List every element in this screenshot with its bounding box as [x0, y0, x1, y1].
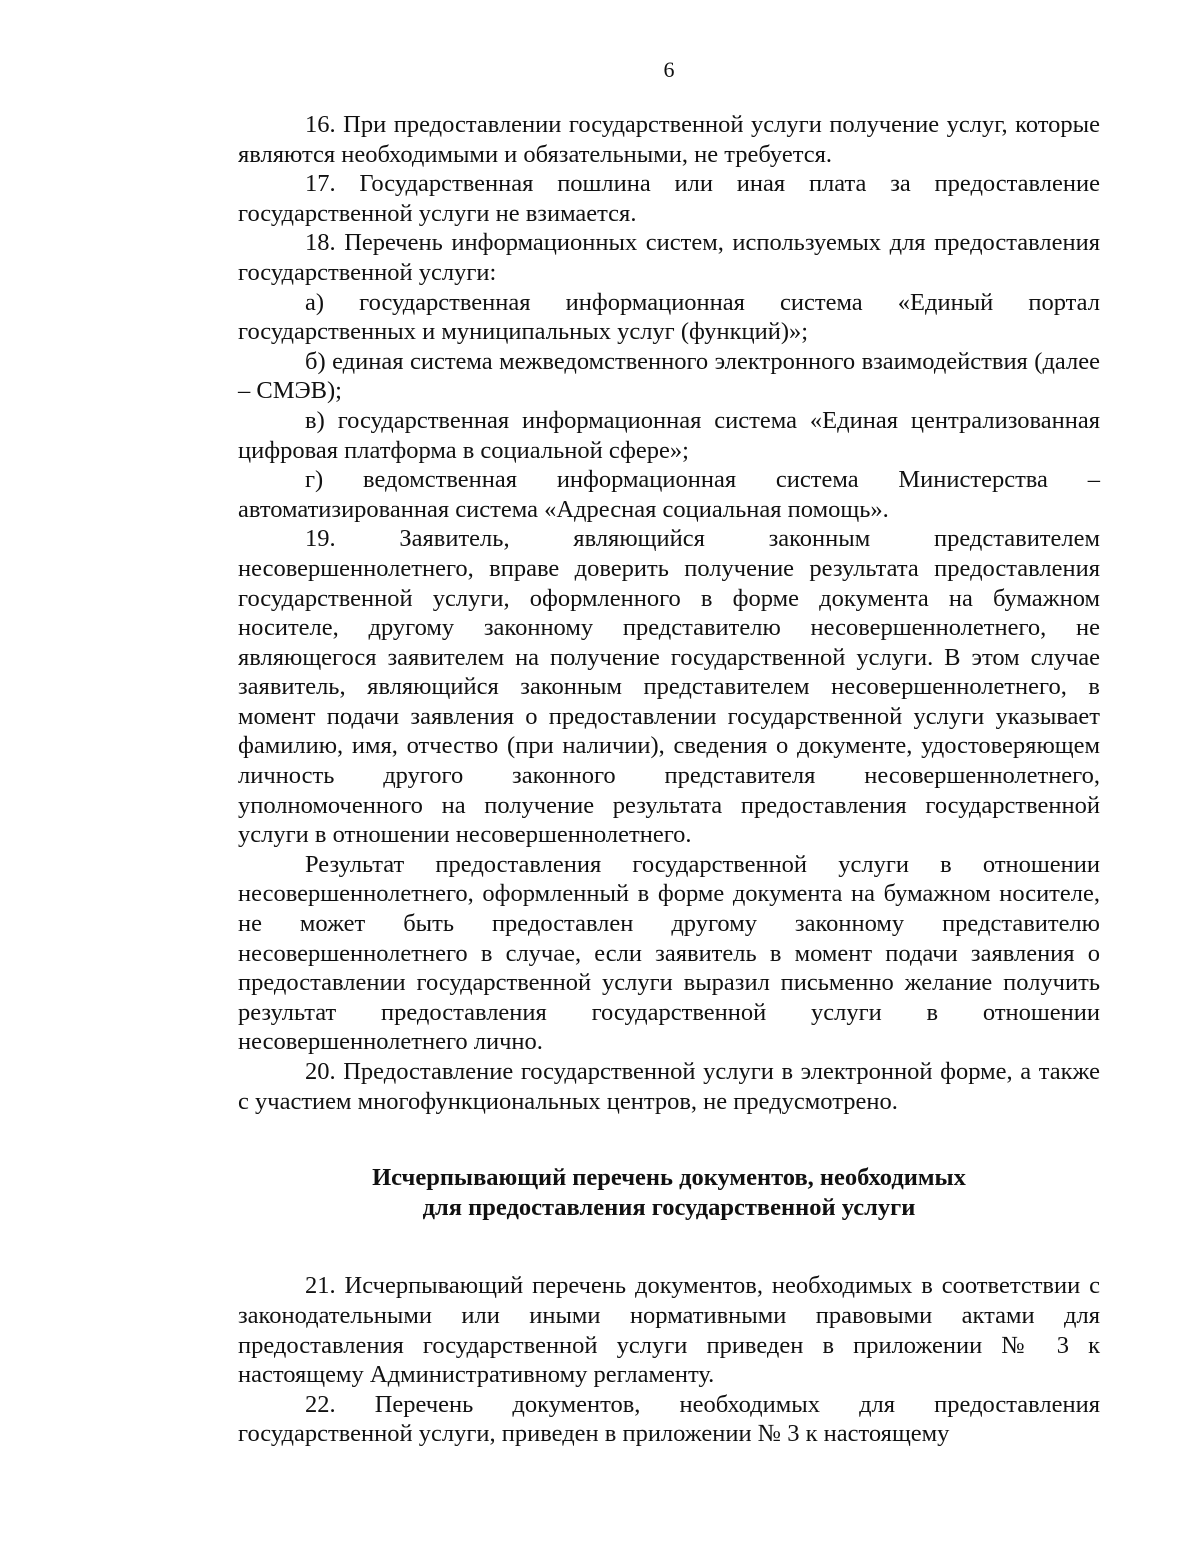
paragraph-22: 22. Перечень документов, необходимых для предоставления государственной услуги, приведен в приложении № 3 к настоящему: [238, 1390, 1100, 1448]
paragraph-18-item-v: в) государственная информационная система «Единая централизованная цифровая платформа в социальной сфере»;: [238, 406, 1100, 464]
paragraph-19: 19. Заявитель, являющийся законным представителем несовершеннолетнего, вправе доверить получение результата предоставления государственной услуги, оформленного в форме документа на бумажном носителе, другому законному представителю несовершеннолетнего, не являющегося заявителем на получение государственной услуги. В этом случае заявитель, являющийся законным представителем несовершеннолетнего, в момент подачи заявления о предоставлении государственной услуги указывает фамилию, имя, отчество (при наличии), сведения о документе, удостоверяющем личность другого законного представителя несовершеннолетнего, уполномоченного на получение результата предоставления государственной услуги в отношении несовершеннолетнего.: [238, 525, 1100, 849]
section-heading: [238, 1163, 1100, 1222]
paragraph-18-item-b: б) единая система межведомственного электронного взаимодействия (далее – СМЭВ);: [238, 347, 1100, 405]
paragraph-20: 20. Предоставление государственной услуги в электронной форме, а также с участием многофункциональных центров, не предусмотрено.: [238, 1058, 1100, 1115]
paragraph-21: 21. Исчерпывающий перечень документов, необходимых в соответствии с законодательными или иными нормативными правовыми актами для предоставления государственной услуги приведен в приложении № 3 к настоящему Административному регламенту.: [238, 1272, 1100, 1389]
page-number: 6: [663, 57, 675, 82]
paragraph-18-item-g: г) ведомственная информационная система Министерства – автоматизированная система «Адресная социальная помощь».: [238, 466, 1100, 523]
paragraph-18-item-a: а) государственная информационная система «Единый портал государственных и муниципальных услуг (функций)»;: [238, 288, 1100, 346]
document-page: [238, 56, 1100, 1449]
paragraph-18: 18. Перечень информационных систем, используемых для предоставления государственной услуги:: [238, 229, 1100, 286]
paragraph-16: 16. При предоставлении государственной услуги получение услуг, которые являются необходимыми и обязательными, не требуется.: [238, 111, 1100, 168]
paragraph-17: 17. Государственная пошлина или иная плата за предоставление государственной услуги не взимается.: [238, 170, 1100, 227]
paragraph-19-result: Результат предоставления государственной услуги в отношении несовершеннолетнего, оформленный в форме документа на бумажном носителе, не может быть предоставлен другому законному представителю несовершеннолетнего в случае, если заявитель в момент подачи заявления о предоставлении государственной услуги выразил письменно желание получить результат предоставления государственной услуги в отношении несовершеннолетнего лично.: [238, 850, 1100, 1056]
section-heading-line-1: Исчерпывающий перечень документов, необходимых: [372, 1164, 966, 1192]
section-heading-line-2: для предоставления государственной услуги: [422, 1193, 916, 1221]
